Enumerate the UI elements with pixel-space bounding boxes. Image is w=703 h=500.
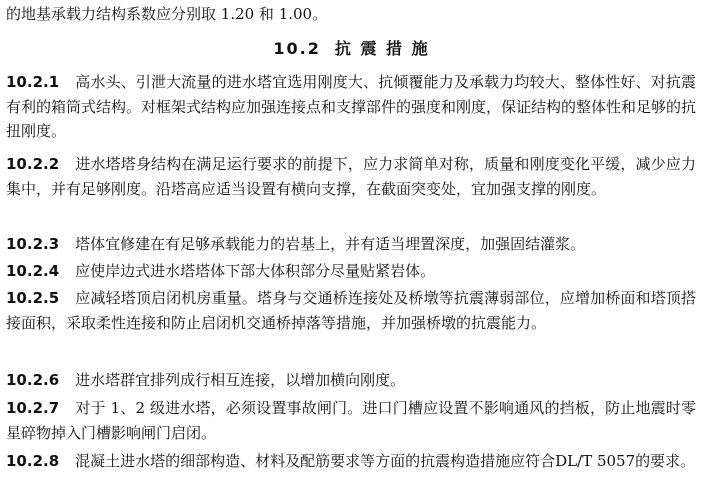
clause-number: 10.2.5 [6,289,60,307]
clause-text: 进水塔塔身结构在满足运行要求的前提下，应力求简单对称，质量和刚度变化平缓，减少应力集中，并有足够刚度。沿塔高应适当设置有横向支撑，在截面突变处，宜加强支撑的刚度。 [6,155,696,198]
clause-number: 10.2.3 [6,235,60,253]
clause-number: 10.2.7 [6,399,60,417]
section-number: 10.2 [273,39,321,58]
clause-10-2-6 [6,368,696,393]
section-title: 抗 震 措 施 [334,39,430,58]
clause-text: 混凝土进水塔的细部构造、材料及配筋要求等方面的抗震构造措施应符合DL/T 5057的要求。 [75,452,696,470]
clause-10-2-1 [6,70,696,144]
clause-text: 高水头、引泄大流量的进水塔宜选用刚度大、抗倾覆能力及承载力均较大、整体性好、对抗震有利的箱筒式结构。对框架式结构应加强连接点和支撑部件的强度和刚度，保证结构的整体性和足够的抗扭刚度。 [6,73,697,140]
clause-number: 10.2.2 [6,155,60,173]
clause-10-2-2 [6,152,696,201]
intro-line: 的地基承载力结构系数应分别取 1.20 和 1.00。 [6,5,328,23]
clause-10-2-5 [6,286,696,335]
clause-10-2-8 [6,449,696,474]
clause-text: 对于 1、2 级进水塔，必须设置事故闸门。进口门槽应设置不影响通风的挡板，防止地震时零星碎物掉入门槽影响闸门启闭。 [6,399,696,442]
clause-10-2-7 [6,396,696,445]
clause-text: 应减轻塔顶启闭机房重量。塔身与交通桥连接处及桥墩等抗震薄弱部位，应增加桥面和塔顶搭接面积，采取柔性连接和防止启闭机交通桥掉落等措施，并加强桥墩的抗震能力。 [6,289,696,332]
section-heading [0,36,703,59]
clause-text: 进水塔群宜排列成行相互连接，以增加横向刚度。 [75,371,406,389]
clause-10-2-4 [6,259,696,284]
clause-number: 10.2.4 [6,262,60,280]
clause-10-2-3 [6,232,696,257]
clause-number: 10.2.1 [6,73,60,91]
clause-number: 10.2.8 [6,452,60,470]
clause-text: 塔体宜修建在有足够承载能力的岩基上，并有适当埋置深度，加强固结灌浆。 [75,235,586,253]
clause-number: 10.2.6 [6,371,60,389]
clause-text: 应使岸边式进水塔塔体下部大体积部分尽量贴紧岩体。 [75,262,436,280]
